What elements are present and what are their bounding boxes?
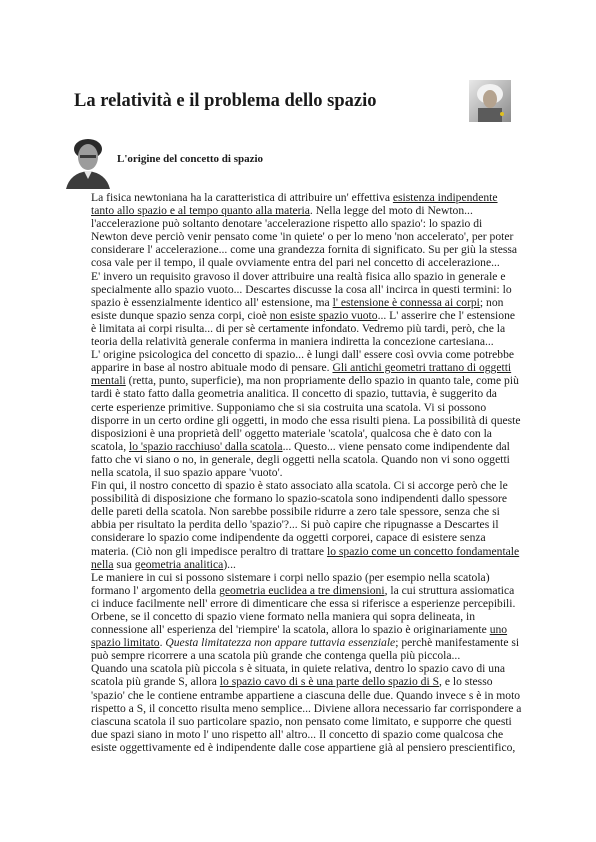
text-line <box>91 662 549 675</box>
underlined-phrase: non esiste spazio vuoto <box>269 308 378 322</box>
text-run: ci induce facilmente nell' errore di dimenticare che essa si riferisce a esperienze percepibili. <box>91 596 516 610</box>
text-line <box>91 335 549 348</box>
text-run: , la cui struttura assiomatica <box>384 583 515 597</box>
text-run: materia. (Ciò non gli impedisce peraltro di trattare <box>91 544 327 558</box>
text-run: Fin qui, il nostro concetto di spazio è stato associato alla scatola. Ci si accorge però che le <box>91 479 508 493</box>
text-run: Quando una scatola più piccola s è situata, in quiete relativa, dentro lo spazio cavo di una <box>91 662 506 676</box>
text-run: esiste dunque spazio senza corpi, cioè <box>91 308 270 322</box>
text-line <box>91 401 549 414</box>
paragraph <box>91 662 549 754</box>
text-line <box>91 505 549 518</box>
text-line <box>91 204 549 217</box>
text-line <box>91 479 549 492</box>
text-line <box>91 283 549 296</box>
text-line <box>91 296 549 309</box>
underlined-phrase: geometria euclidea a tre dimensioni <box>219 583 385 597</box>
text-line <box>91 440 549 453</box>
text-run: può sempre ricorrere a una scatola più grande che contenga quella più piccola... <box>91 649 461 663</box>
text-run: disporre in un certo ordine gli oggetti, in modo che essa risulti piena. La possibilità di queste <box>91 413 521 427</box>
text-run: (retta, punto, superficie), ma non propriamente dello spazio in quanto tale, come più <box>125 374 519 388</box>
text-line <box>91 649 549 662</box>
text-run: scatola, <box>91 439 129 453</box>
text-line <box>91 322 549 335</box>
text-run: apparire in base al nostro abituale modo di pensare. <box>91 361 333 375</box>
text-run: rispetto a S, il concetto risulta meno semplice... Diviene allora necessario far corrispondere a <box>91 701 522 715</box>
text-line <box>91 558 549 571</box>
paragraph <box>91 479 549 571</box>
underlined-phrase: mentali <box>91 374 126 388</box>
text-line <box>91 518 549 531</box>
text-run: esiste oggettivamente ed è indipendente dalle cose appartiene già al pensiero prescientifico, <box>91 740 516 754</box>
underlined-phrase: tanto allo spazio e al tempo quanto alla materia <box>91 204 310 218</box>
italic-phrase: Questa limitatezza non appare tuttavia essenziale <box>165 636 396 650</box>
text-run: fatto che vi siano o no, in generale, degli oggetti nella scatola. Quando non vi sono oggetti <box>91 452 510 466</box>
page-title: La relatività e il problema dello spazio <box>74 91 377 111</box>
text-run: è limitata ai corpi risulta... di per sè certamente infondato. Vedremo più tardi, però, che la <box>91 321 506 335</box>
text-run: ; non <box>479 295 504 309</box>
text-line <box>91 492 549 505</box>
text-line <box>91 361 549 374</box>
text-run: possibilità di disposizione che formano lo spazio-scatola sono indipendenti dallo spessore <box>91 492 508 506</box>
text-line <box>91 414 549 427</box>
text-line <box>91 675 549 688</box>
text-run: tardi è stato fatto dalla geometria analitica. Il concetto di spazio, tuttavia, è suggerito da <box>91 387 497 401</box>
paragraph <box>91 191 549 270</box>
text-run: . Nella legge del moto di Newton... <box>309 204 473 218</box>
text-line <box>91 217 549 230</box>
text-line <box>91 453 549 466</box>
text-run: Newton deve perciò venir pensato come 'in quiete' o per lo meno 'non accelerato', per poter <box>91 230 514 244</box>
text-run: formano l' argomento della <box>91 583 220 597</box>
text-run: spazio è essenzialmente identico all' estensione, ma <box>91 295 333 309</box>
underlined-phrase: lo spazio cavo di s è una parte dello spazio di S <box>219 675 440 689</box>
text-line <box>91 270 549 283</box>
text-line <box>91 571 549 584</box>
text-line <box>91 741 549 754</box>
text-line <box>91 256 549 269</box>
text-run: certe esperienze primitive. Supponiamo che si sia costruita una scatola. Vi si possono <box>91 400 487 414</box>
text-run: , e lo stesso <box>439 675 493 689</box>
text-run: E' invero un requisito gravoso il dover attribuire una realtà fisica allo spazio in generale e <box>91 269 506 283</box>
text-line <box>91 348 549 361</box>
text-run: disposizioni è una proprietà dell' oggetto materiale 'scatola', qualcosa che è dato con la <box>91 426 492 440</box>
text-run: considerare l' accelerazione... come una grandezza fornita di significato. Su per giù la stessa <box>91 243 518 257</box>
section-heading: L'origine del concetto di spazio <box>117 153 264 165</box>
text-run: cosa vale per il tempo, il quale ovviamente entra del pari nel concetto di accelerazione... <box>91 256 500 270</box>
text-run: La fisica newtoniana ha la caratteristica di attribuire un' effettiva <box>91 191 393 204</box>
text-run: Orbene, se il concetto di spazio viene formato nella maniera qui sopra delineata, in <box>91 610 476 623</box>
einstein-portrait-photo <box>469 80 511 122</box>
young-einstein-portrait-photo <box>58 135 114 189</box>
text-line <box>91 623 549 636</box>
text-line <box>91 728 549 741</box>
text-line <box>91 584 549 597</box>
text-line <box>91 531 549 544</box>
paragraph <box>91 348 549 479</box>
text-run: considerare lo spazio come indipendente da oggetti corporei, capace di esistere senza <box>91 531 486 545</box>
text-run: L' origine psicologica del concetto di spazio... è lungi dall' essere così ovvia come potrebbe <box>91 348 515 362</box>
text-line <box>91 309 549 322</box>
underlined-phrase: spazio limitato <box>91 636 160 650</box>
text-run: 'spazio' che le contiene entrambe appartiene a ciascuna delle due. Quando invece s è in moto <box>91 688 521 702</box>
text-run: ... L' asserire che l' estensione <box>377 308 516 322</box>
text-run: due spazi siano in moto l' uno rispetto all' altro... Il concetto di spazio come qualcosa che <box>91 727 504 741</box>
text-run: Le maniere in cui si possono sistemare i corpi nello spazio (per esempio nella scatola) <box>91 570 490 584</box>
text-line <box>91 636 549 649</box>
text-line <box>91 715 549 728</box>
underlined-phrase: geometria analitica <box>134 557 224 571</box>
text-run: l'accelerazione può soltanto denotare 'accelerazione rispetto allo spazio': lo spazio di <box>91 217 483 231</box>
text-line <box>91 243 549 256</box>
underlined-phrase: nella <box>91 557 114 571</box>
underlined-phrase: esistenza indipendente <box>392 191 498 204</box>
text-run: nella scatola, il suo spazio appare 'vuoto'. <box>91 465 283 479</box>
text-line <box>91 597 549 610</box>
text-line <box>91 374 549 387</box>
text-run: ... Questo... viene pensato come indipendente dal <box>282 439 510 453</box>
text-run: teoria della relatività generale conferma in maniera indiretta la concezione cartesiana... <box>91 335 494 349</box>
text-line <box>91 545 549 558</box>
underlined-phrase: lo 'spazio racchiuso' dalla scatola <box>129 439 283 453</box>
text-run: )... <box>223 557 236 571</box>
paragraph <box>91 270 549 349</box>
text-line <box>91 230 549 243</box>
paragraph <box>91 571 549 663</box>
text-line <box>91 191 549 204</box>
text-run: . <box>159 636 166 650</box>
text-run: ; perchè manifestamente si <box>395 636 520 650</box>
text-run: specialmente allo spazio vuoto... Descartes discusse la cosa all' incirca in questi termini: lo <box>91 282 512 296</box>
text-line <box>91 427 549 440</box>
article-body <box>91 191 549 754</box>
text-line <box>91 610 549 623</box>
underlined-phrase: l' estensione è connessa ai corpi <box>332 295 480 309</box>
text-run: connessione all' esperienza del 'riempire' la scatola, allora lo spazio è originariamente <box>91 623 490 637</box>
underlined-phrase: uno <box>489 623 508 637</box>
text-line <box>91 466 549 479</box>
text-run: abbia per risultato la perdita dello 'spazio'?... Si può capire che ripugnasse a Descartes il <box>91 518 499 532</box>
text-run: scatola più grande S, allora <box>91 675 220 689</box>
text-line <box>91 702 549 715</box>
text-line <box>91 689 549 702</box>
text-run: sua <box>113 557 135 571</box>
text-line <box>91 387 549 400</box>
text-run: delle pareti della scatola. Non sarebbe possibile ridurre a zero tale spessore, senza che si <box>91 505 500 519</box>
underlined-phrase: lo spazio come un concetto fondamentale <box>326 544 520 558</box>
text-run: ciascuna scatola il suo particolare spazio, non pensato come limitato, e supporre che questi <box>91 714 512 728</box>
underlined-phrase: Gli antichi geometri trattano di oggetti <box>332 361 512 375</box>
